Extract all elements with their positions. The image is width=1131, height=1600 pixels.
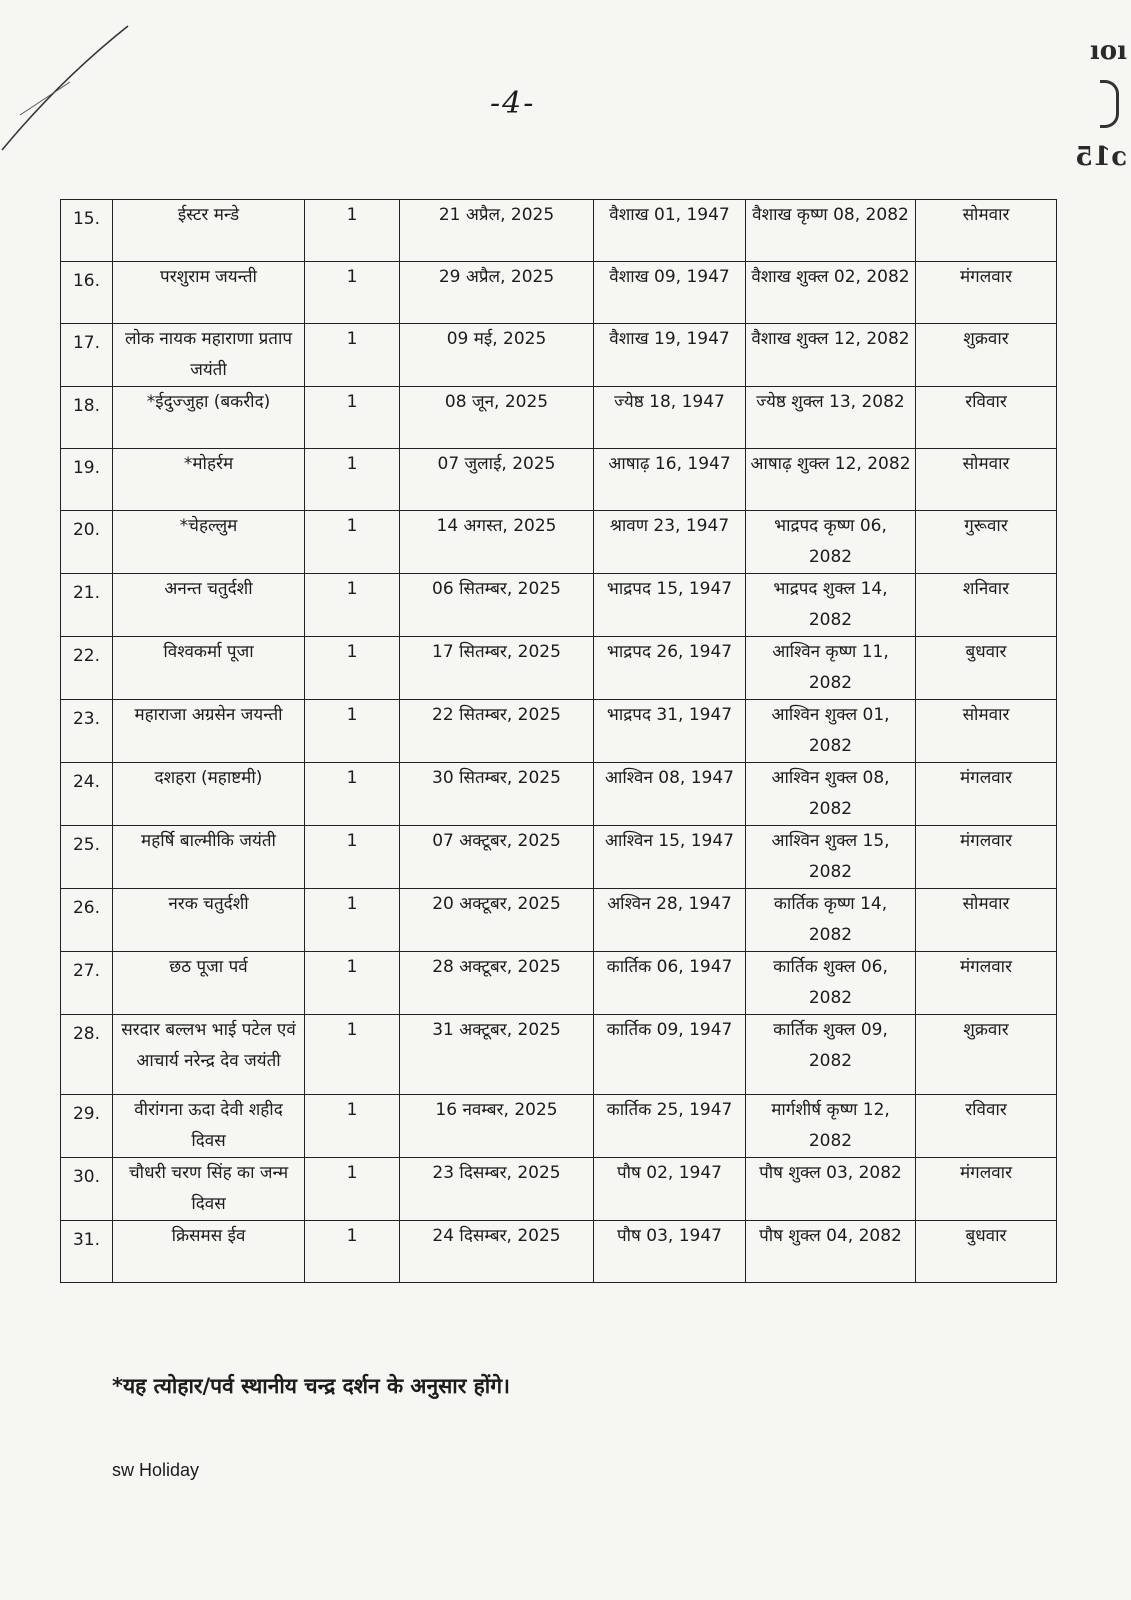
vikram-date-cell: आषाढ़ शुक्ल 12, 2082 <box>746 449 916 511</box>
edge-bracket-mark <box>1100 80 1119 128</box>
saka-date-cell: आश्विन 08, 1947 <box>594 763 746 826</box>
vikram-date-cell: आश्विन शुक्ल 15, 2082 <box>746 826 916 889</box>
weekday-cell: रविवार <box>916 387 1057 449</box>
gregorian-date-cell: 23 दिसम्बर, 2025 <box>400 1158 594 1221</box>
holiday-name-cell: महर्षि बाल्मीकि जयंती <box>113 826 305 889</box>
serial-number-cell: 23. <box>61 700 113 763</box>
gregorian-date-cell: 29 अप्रैल, 2025 <box>400 262 594 324</box>
moon-sighting-note: *यह त्योहार/पर्व स्थानीय चन्द्र दर्शन के अनुसार होंगे। <box>112 1374 511 1398</box>
serial-number-cell: 26. <box>61 889 113 952</box>
day-count-cell: 1 <box>305 1158 400 1221</box>
weekday-cell: बुधवार <box>916 1221 1057 1283</box>
page-number: -4- <box>490 86 536 121</box>
weekday-cell: मंगलवार <box>916 262 1057 324</box>
saka-date-cell: कार्तिक 09, 1947 <box>594 1015 746 1095</box>
holiday-name-cell: ईस्टर मन्डे <box>113 200 305 262</box>
table-row <box>61 574 1057 637</box>
table-row <box>61 1158 1057 1221</box>
weekday-cell: गुरूवार <box>916 511 1057 574</box>
edge-fragment-bottom: ɔ15 <box>1074 142 1127 172</box>
serial-number-cell: 20. <box>61 511 113 574</box>
day-count-cell: 1 <box>305 637 400 700</box>
serial-number-cell: 29. <box>61 1095 113 1158</box>
vikram-date-cell: भाद्रपद कृष्ण 06, 2082 <box>746 511 916 574</box>
serial-number-cell: 27. <box>61 952 113 1015</box>
serial-number-cell: 17. <box>61 324 113 387</box>
saka-date-cell: ज्येष्ठ 18, 1947 <box>594 387 746 449</box>
vikram-date-cell: पौष शुक्ल 04, 2082 <box>746 1221 916 1283</box>
saka-date-cell: पौष 02, 1947 <box>594 1158 746 1221</box>
table-row <box>61 637 1057 700</box>
serial-number-cell: 15. <box>61 200 113 262</box>
holiday-name-cell: महाराजा अग्रसेन जयन्ती <box>113 700 305 763</box>
saka-date-cell: कार्तिक 25, 1947 <box>594 1095 746 1158</box>
serial-number-cell: 21. <box>61 574 113 637</box>
holiday-name-cell: वीरांगना ऊदा देवी शहीद दिवस <box>113 1095 305 1158</box>
table-row <box>61 1221 1057 1283</box>
serial-number-cell: 24. <box>61 763 113 826</box>
table-row <box>61 1095 1057 1158</box>
holiday-name-cell: परशुराम जयन्ती <box>113 262 305 324</box>
day-count-cell: 1 <box>305 1095 400 1158</box>
gregorian-date-cell: 20 अक्टूबर, 2025 <box>400 889 594 952</box>
edge-fragment-top: ıoı <box>1089 36 1127 66</box>
saka-date-cell: भाद्रपद 15, 1947 <box>594 574 746 637</box>
table-row <box>61 511 1057 574</box>
day-count-cell: 1 <box>305 826 400 889</box>
saka-date-cell: श्रावण 23, 1947 <box>594 511 746 574</box>
table-row <box>61 700 1057 763</box>
vikram-date-cell: आश्विन शुक्ल 08, 2082 <box>746 763 916 826</box>
saka-date-cell: आषाढ़ 16, 1947 <box>594 449 746 511</box>
serial-number-cell: 19. <box>61 449 113 511</box>
table-row <box>61 324 1057 387</box>
serial-number-cell: 18. <box>61 387 113 449</box>
vikram-date-cell: मार्गशीर्ष कृष्ण 12, 2082 <box>746 1095 916 1158</box>
table-row <box>61 763 1057 826</box>
gregorian-date-cell: 30 सितम्बर, 2025 <box>400 763 594 826</box>
table-row <box>61 1015 1057 1095</box>
serial-number-cell: 16. <box>61 262 113 324</box>
weekday-cell: सोमवार <box>916 200 1057 262</box>
gregorian-date-cell: 16 नवम्बर, 2025 <box>400 1095 594 1158</box>
weekday-cell: शुक्रवार <box>916 324 1057 387</box>
footer-label: sw Holiday <box>112 1460 200 1480</box>
weekday-cell: सोमवार <box>916 700 1057 763</box>
table-row <box>61 889 1057 952</box>
serial-number-cell: 31. <box>61 1221 113 1283</box>
day-count-cell: 1 <box>305 763 400 826</box>
weekday-cell: मंगलवार <box>916 952 1057 1015</box>
day-count-cell: 1 <box>305 574 400 637</box>
weekday-cell: सोमवार <box>916 889 1057 952</box>
vikram-date-cell: आश्विन शुक्ल 01, 2082 <box>746 700 916 763</box>
holiday-name-cell: *ईदुज्जुहा (बकरीद) <box>113 387 305 449</box>
weekday-cell: शुक्रवार <box>916 1015 1057 1095</box>
serial-number-cell: 22. <box>61 637 113 700</box>
holiday-name-cell: छठ पूजा पर्व <box>113 952 305 1015</box>
saka-date-cell: अश्विन 28, 1947 <box>594 889 746 952</box>
vikram-date-cell: कार्तिक शुक्ल 06, 2082 <box>746 952 916 1015</box>
serial-number-cell: 25. <box>61 826 113 889</box>
vikram-date-cell: भाद्रपद शुक्ल 14, 2082 <box>746 574 916 637</box>
gregorian-date-cell: 17 सितम्बर, 2025 <box>400 637 594 700</box>
gregorian-date-cell: 14 अगस्त, 2025 <box>400 511 594 574</box>
gregorian-date-cell: 07 जुलाई, 2025 <box>400 449 594 511</box>
holiday-name-cell: लोक नायक महाराणा प्रताप जयंती <box>113 324 305 387</box>
gregorian-date-cell: 31 अक्टूबर, 2025 <box>400 1015 594 1095</box>
saka-date-cell: आश्विन 15, 1947 <box>594 826 746 889</box>
gregorian-date-cell: 09 मई, 2025 <box>400 324 594 387</box>
gregorian-date-cell: 24 दिसम्बर, 2025 <box>400 1221 594 1283</box>
gregorian-date-cell: 28 अक्टूबर, 2025 <box>400 952 594 1015</box>
holiday-name-cell: चौधरी चरण सिंह का जन्म दिवस <box>113 1158 305 1221</box>
vikram-date-cell: ज्येष्ठ शुक्ल 13, 2082 <box>746 387 916 449</box>
gregorian-date-cell: 08 जून, 2025 <box>400 387 594 449</box>
weekday-cell: मंगलवार <box>916 826 1057 889</box>
day-count-cell: 1 <box>305 700 400 763</box>
weekday-cell: मंगलवार <box>916 763 1057 826</box>
weekday-cell: सोमवार <box>916 449 1057 511</box>
table-row <box>61 200 1057 262</box>
vikram-date-cell: आश्विन कृष्ण 11, 2082 <box>746 637 916 700</box>
table-row <box>61 387 1057 449</box>
day-count-cell: 1 <box>305 449 400 511</box>
saka-date-cell: भाद्रपद 26, 1947 <box>594 637 746 700</box>
saka-date-cell: कार्तिक 06, 1947 <box>594 952 746 1015</box>
day-count-cell: 1 <box>305 1221 400 1283</box>
weekday-cell: शनिवार <box>916 574 1057 637</box>
pen-scratch-mark <box>0 20 140 160</box>
vikram-date-cell: कार्तिक कृष्ण 14, 2082 <box>746 889 916 952</box>
gregorian-date-cell: 22 सितम्बर, 2025 <box>400 700 594 763</box>
day-count-cell: 1 <box>305 952 400 1015</box>
gregorian-date-cell: 06 सितम्बर, 2025 <box>400 574 594 637</box>
gregorian-date-cell: 07 अक्टूबर, 2025 <box>400 826 594 889</box>
day-count-cell: 1 <box>305 889 400 952</box>
holiday-name-cell: विश्वकर्मा पूजा <box>113 637 305 700</box>
holiday-name-cell: क्रिसमस ईव <box>113 1221 305 1283</box>
vikram-date-cell: वैशाख शुक्ल 12, 2082 <box>746 324 916 387</box>
saka-date-cell: वैशाख 19, 1947 <box>594 324 746 387</box>
table-row <box>61 952 1057 1015</box>
day-count-cell: 1 <box>305 200 400 262</box>
holiday-name-cell: नरक चतुर्दशी <box>113 889 305 952</box>
vikram-date-cell: पौष शुक्ल 03, 2082 <box>746 1158 916 1221</box>
holiday-name-cell: दशहरा (महाष्टमी) <box>113 763 305 826</box>
weekday-cell: मंगलवार <box>916 1158 1057 1221</box>
day-count-cell: 1 <box>305 324 400 387</box>
day-count-cell: 1 <box>305 511 400 574</box>
serial-number-cell: 30. <box>61 1158 113 1221</box>
vikram-date-cell: वैशाख शुक्ल 02, 2082 <box>746 262 916 324</box>
holiday-name-cell: अनन्त चतुर्दशी <box>113 574 305 637</box>
holiday-name-cell: *चेहल्लुम <box>113 511 305 574</box>
table-row <box>61 449 1057 511</box>
saka-date-cell: पौष 03, 1947 <box>594 1221 746 1283</box>
vikram-date-cell: कार्तिक शुक्ल 09, 2082 <box>746 1015 916 1095</box>
holiday-name-cell: *मोहर्रम <box>113 449 305 511</box>
day-count-cell: 1 <box>305 387 400 449</box>
saka-date-cell: भाद्रपद 31, 1947 <box>594 700 746 763</box>
table-row <box>61 262 1057 324</box>
vikram-date-cell: वैशाख कृष्ण 08, 2082 <box>746 200 916 262</box>
saka-date-cell: वैशाख 01, 1947 <box>594 200 746 262</box>
weekday-cell: बुधवार <box>916 637 1057 700</box>
holiday-name-cell: सरदार बल्लभ भाई पटेल एवं आचार्य नरेन्द्र देव जयंती <box>113 1015 305 1095</box>
holiday-table-body <box>61 200 1057 1283</box>
day-count-cell: 1 <box>305 262 400 324</box>
holiday-table <box>60 199 1057 1283</box>
gregorian-date-cell: 21 अप्रैल, 2025 <box>400 200 594 262</box>
serial-number-cell: 28. <box>61 1015 113 1095</box>
saka-date-cell: वैशाख 09, 1947 <box>594 262 746 324</box>
day-count-cell: 1 <box>305 1015 400 1095</box>
table-row <box>61 826 1057 889</box>
weekday-cell: रविवार <box>916 1095 1057 1158</box>
